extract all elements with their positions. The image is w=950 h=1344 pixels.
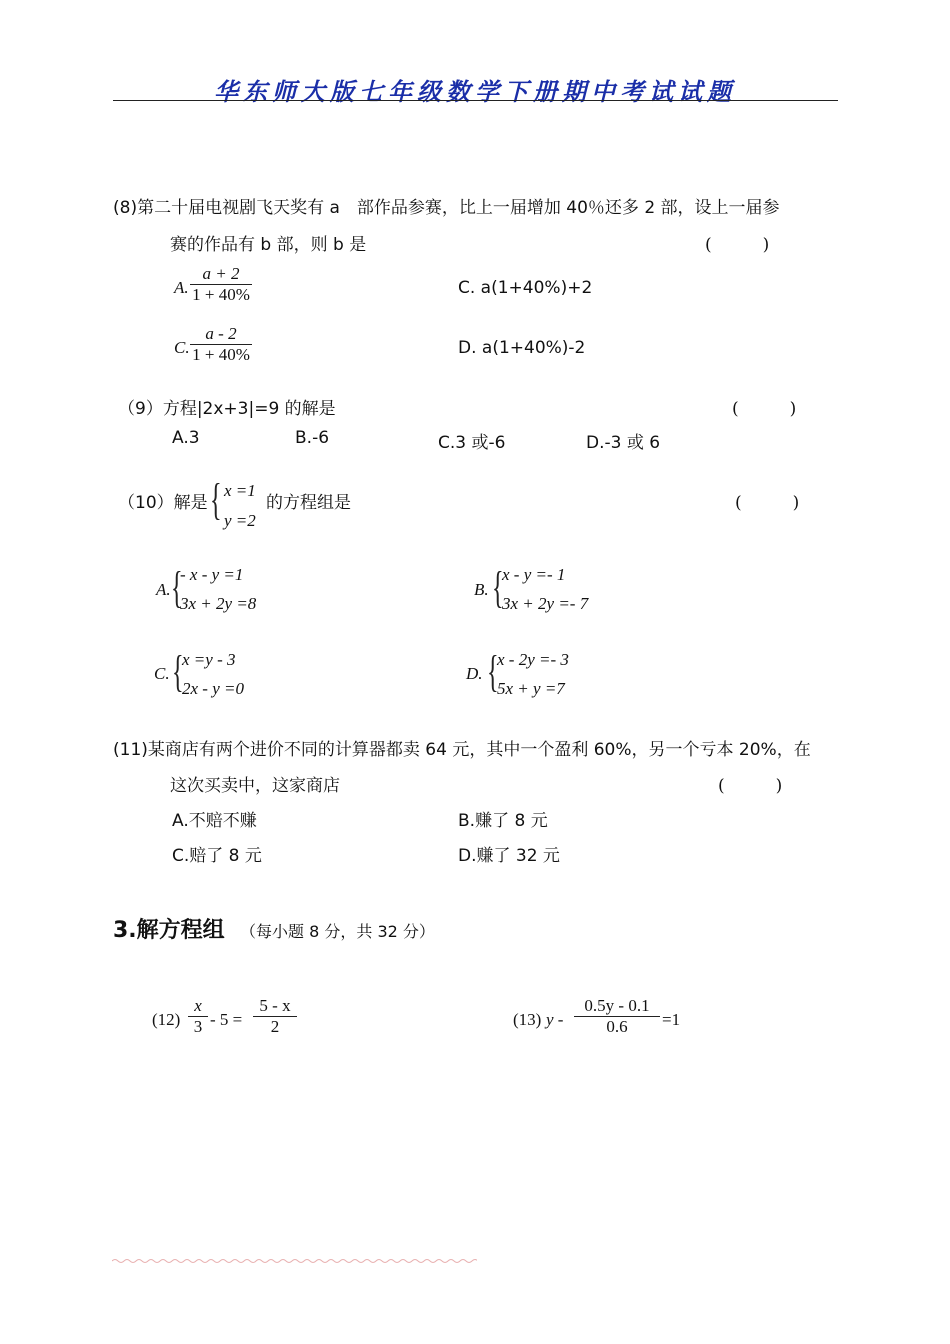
q10-option-d-brace: {: [487, 647, 499, 696]
q10-stem-suffix: 的方程组是: [266, 493, 351, 513]
q12-fraction-2-denominator: 2: [270, 1017, 280, 1036]
q12-middle-term: - 5 =: [210, 1010, 243, 1029]
q8-option-c-denominator: 1 + 40%: [192, 345, 250, 364]
q10-option-d-line1: x - 2y =- 3: [497, 650, 569, 669]
q10-option-b-label: B.: [474, 580, 489, 599]
section-3-scoring-note: （每小题 8 分，共 32 分）: [240, 922, 435, 941]
q10-system-brace: {: [210, 475, 222, 524]
q11-option-a: A.不赔不赚: [172, 811, 257, 831]
q12-label: (12): [152, 1010, 181, 1029]
q9-option-a: A.3: [172, 428, 200, 448]
q8-option-a-denominator: 1 + 40%: [192, 285, 250, 304]
q12-fraction-1-numerator: x: [194, 996, 202, 1015]
q10-option-c-brace: {: [172, 647, 184, 696]
q9-option-d: D.-3 或 6: [586, 433, 661, 453]
q8-stem-line2: 赛的作品有 b 部，则 b 是: [170, 235, 367, 255]
q10-option-c-label: C.: [154, 664, 170, 683]
q10-option-a-line1: - x - y =1: [180, 565, 244, 584]
q10-option-a-label: A.: [156, 580, 171, 599]
q11-answer-blank: ( ): [718, 776, 783, 796]
q10-option-c-line2: 2x - y =0: [182, 679, 244, 698]
q8-option-a-label: A.: [174, 278, 189, 297]
q11-stem-line1: (11)某商店有两个进价不同的计算器都卖 64 元，其中一个盈利 60%，另一个亏本 20%，在: [113, 740, 811, 760]
q12-fraction-1-denominator: 3: [193, 1017, 203, 1036]
q12-fraction-2-numerator: 5 - x: [259, 996, 291, 1015]
q10-option-a-line2: 3x + 2y =8: [180, 594, 257, 613]
q10-stem-prefix: （10）解是: [118, 493, 208, 513]
q12-fraction-2: [253, 996, 297, 1037]
q13-fraction: [574, 996, 660, 1037]
q10-option-c-line1: x =y - 3: [182, 650, 236, 669]
q11-option-d: D.赚了 32 元: [458, 846, 560, 866]
q8-stem-line1: (8)第二十届电视剧飞天奖有 a 部作品参赛，比上一届增加 40％还多 2 部，设上一届参: [113, 198, 780, 218]
q10-answer-blank: ( ): [735, 493, 800, 513]
q10-option-d-label: D.: [466, 664, 483, 683]
q8-option-a-numerator: a + 2: [202, 264, 240, 283]
q9-answer-blank: ( ): [732, 399, 797, 419]
q11-option-c: C.赔了 8 元: [172, 846, 262, 866]
q10-option-b-line1: x - y =- 1: [502, 565, 566, 584]
q8-option-c-expression: C. a(1+40%)+2: [458, 278, 593, 298]
q13-fraction-numerator: 0.5y - 0.1: [584, 996, 650, 1015]
q10-option-b-line2: 3x + 2y =- 7: [502, 594, 589, 613]
q11-option-b: B.赚了 8 元: [458, 811, 548, 831]
q13-label: (13): [513, 1010, 542, 1029]
q8-option-c-fraction: [190, 324, 252, 365]
q9-option-b: B.-6: [295, 428, 330, 448]
q10-system-line1: x =1: [224, 481, 256, 500]
q9-stem: （9）方程|2x+3|=9 的解是: [118, 399, 336, 419]
q8-option-c-label: C.: [174, 338, 190, 357]
q8-option-a-fraction: [190, 264, 252, 305]
q8-option-c-numerator: a - 2: [205, 324, 237, 343]
q8-option-d-expression: D. a(1+40%)-2: [458, 338, 586, 358]
q12-fraction-1: [188, 996, 208, 1037]
q10-option-b-brace: {: [492, 563, 504, 612]
footer-decorative-wave: [112, 1258, 477, 1264]
q13-leading-term: y -: [546, 1010, 564, 1029]
q13-equals-one: =1: [662, 1010, 681, 1029]
q11-stem-line2: 这次买卖中，这家商店: [170, 776, 340, 796]
q10-option-d-line2: 5x + y =7: [497, 679, 565, 698]
header-rule: [113, 100, 838, 101]
q10-system-line2: y =2: [224, 511, 256, 530]
q13-fraction-denominator: 0.6: [606, 1017, 628, 1036]
q10-option-a-brace: {: [171, 563, 183, 612]
section-3-title: 3.解方程组: [113, 918, 225, 943]
page-header-title: 华东师大版七年级数学下册期中考试试题: [214, 78, 736, 106]
q8-answer-blank: ( ): [705, 235, 770, 255]
q9-option-c: C.3 或-6: [438, 433, 506, 453]
